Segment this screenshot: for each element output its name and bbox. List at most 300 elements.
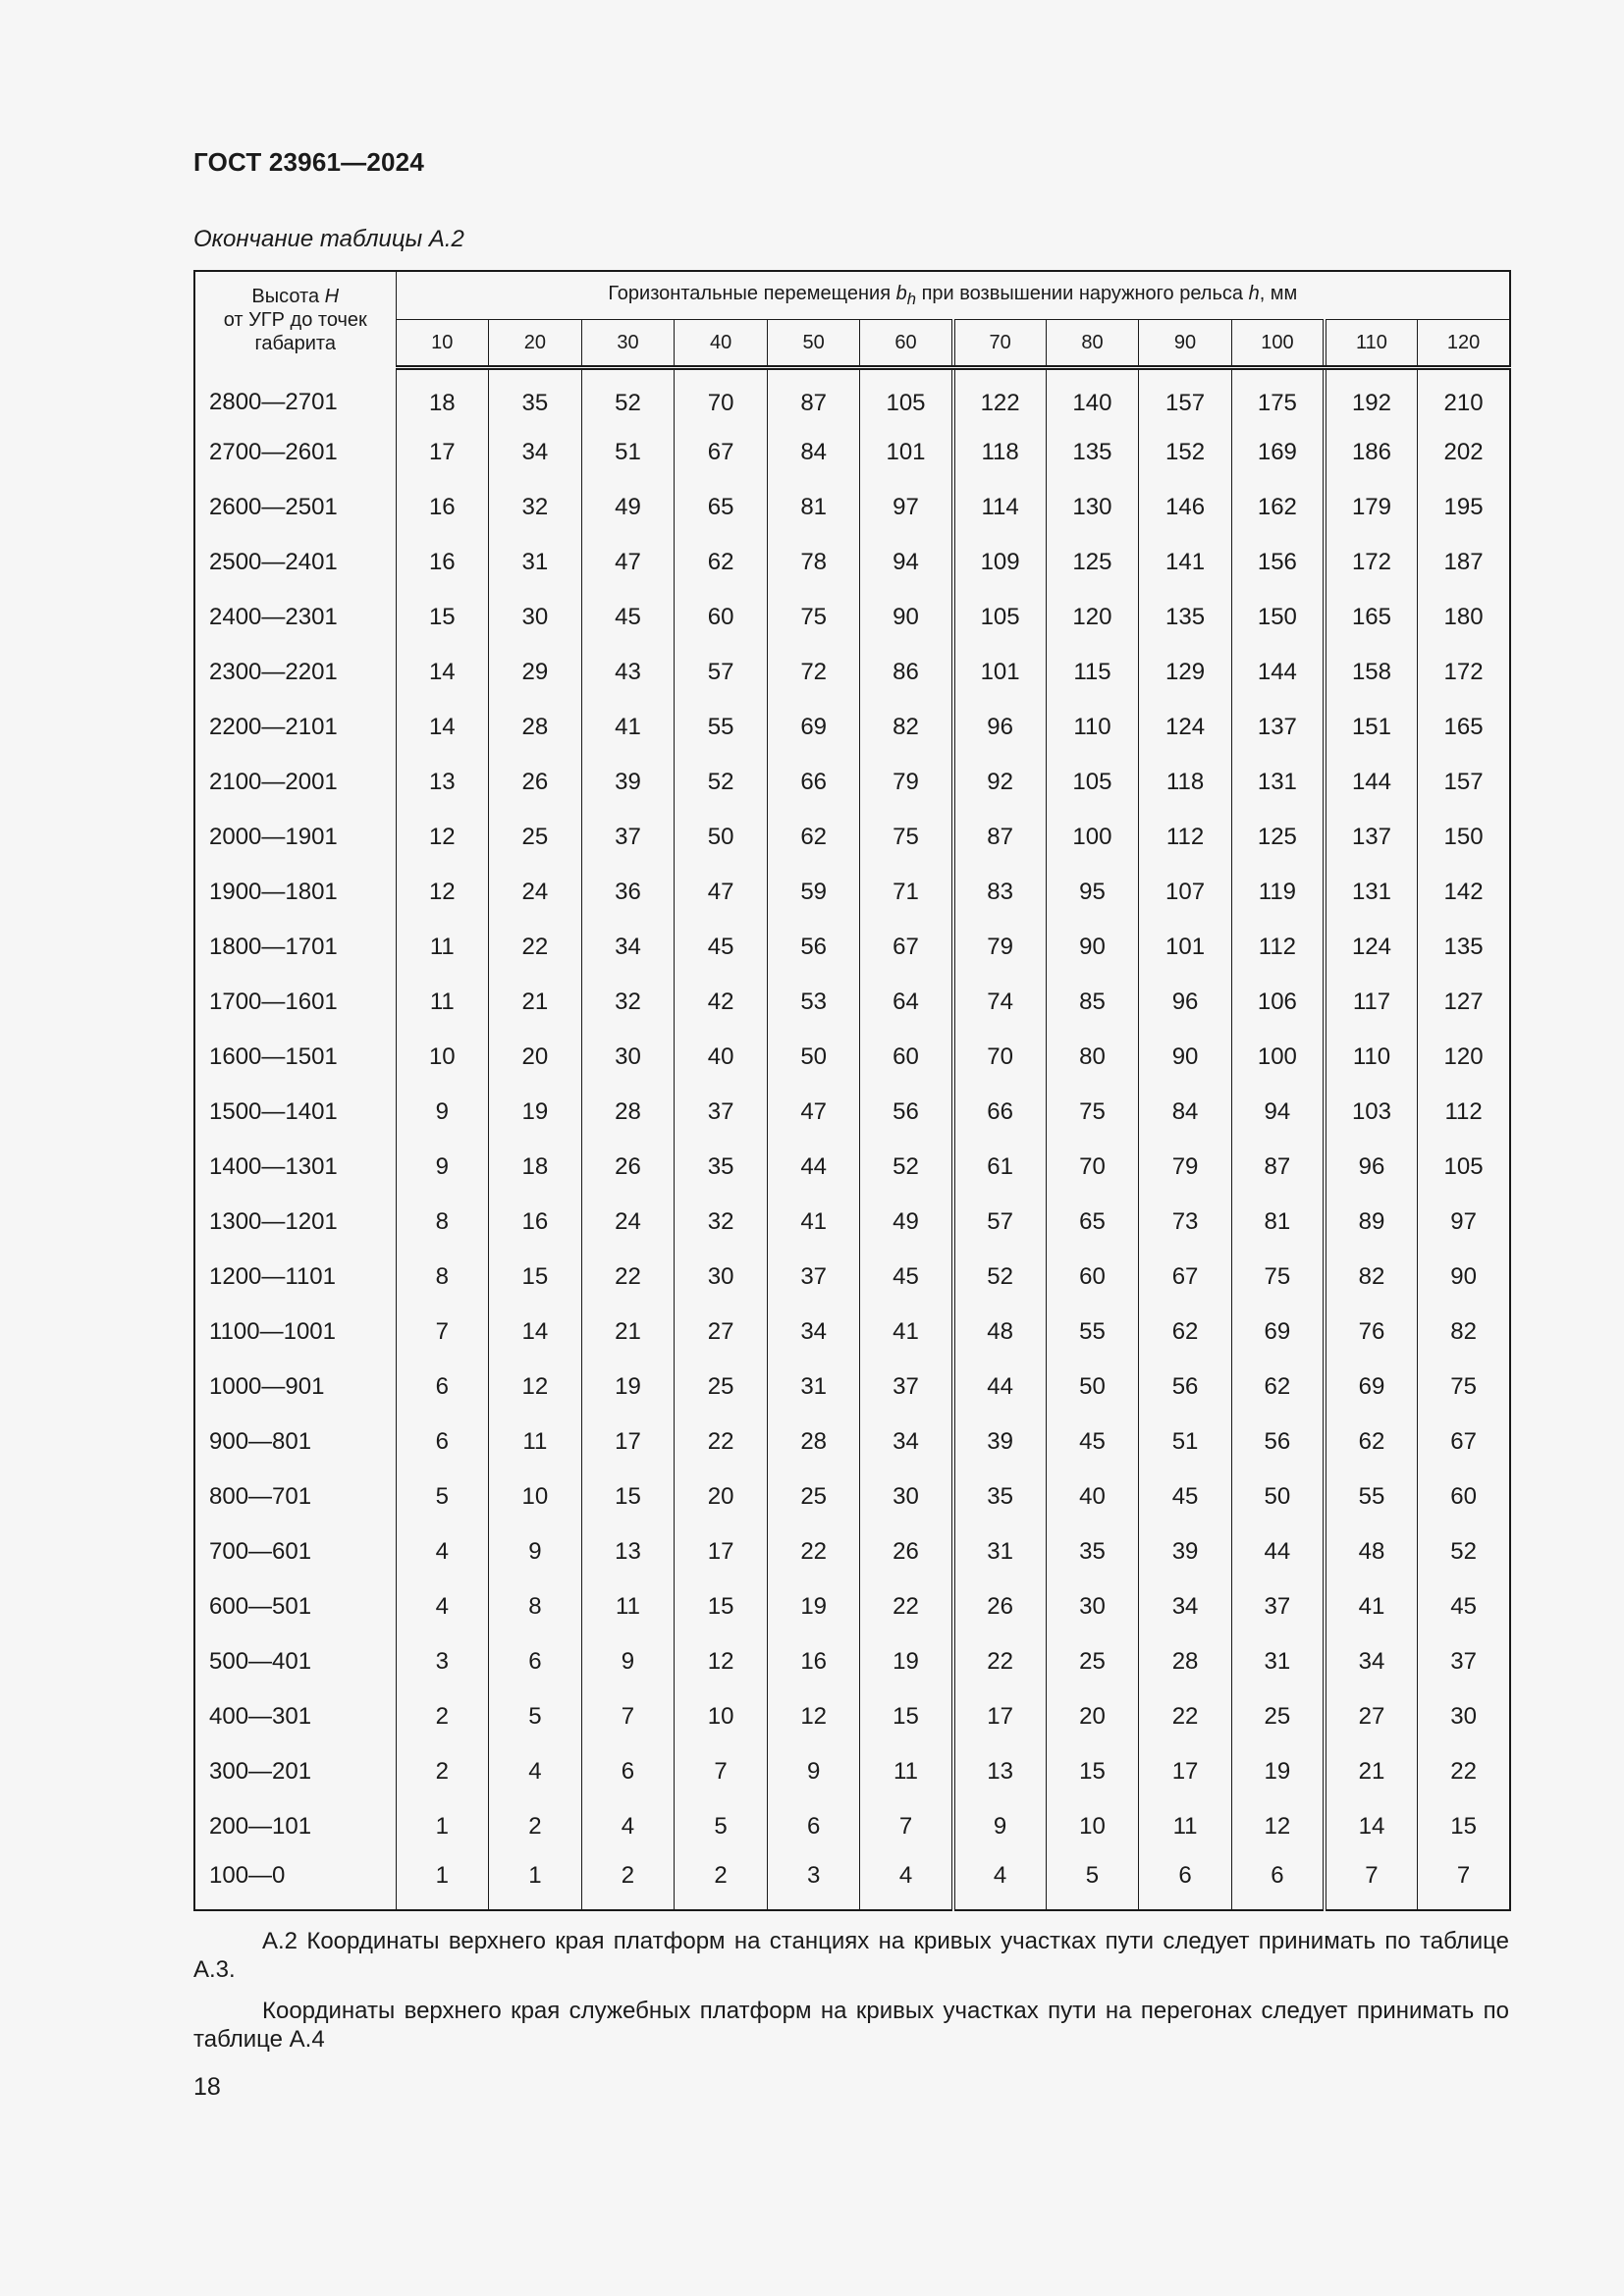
table-cell: 56 <box>860 1085 953 1140</box>
table-cell: 10 <box>396 1030 489 1085</box>
table-cell: 25 <box>489 810 582 865</box>
row-height-range: 1400—1301 <box>209 1153 338 1180</box>
table-cell: 7 <box>1325 1854 1418 1910</box>
table-cell: 187 <box>1418 535 1511 590</box>
table-cell: 96 <box>1325 1140 1418 1195</box>
table-cell: 56 <box>1231 1415 1325 1469</box>
table-cell: 4 <box>489 1744 582 1799</box>
table-cell: 5 <box>396 1469 489 1524</box>
table-body <box>194 368 1510 1911</box>
table-cell: 103 <box>1325 1085 1418 1140</box>
table-cell: 24 <box>581 1195 675 1250</box>
column-header-cell: 120 <box>1418 320 1511 368</box>
table-cell: 41 <box>1325 1579 1418 1634</box>
column-header-cell: 40 <box>675 320 768 368</box>
height-header-var: H <box>324 285 340 307</box>
table-cell: 87 <box>1231 1140 1325 1195</box>
table-cell: 105 <box>860 368 953 426</box>
table-cell: 52 <box>581 368 675 426</box>
table-cell: 8 <box>489 1579 582 1634</box>
column-header-cell: 90 <box>1139 320 1232 368</box>
table-cell: 60 <box>675 590 768 645</box>
table-cell: 67 <box>1418 1415 1511 1469</box>
table-cell: 158 <box>1325 645 1418 700</box>
table-cell: 2 <box>675 1854 768 1910</box>
table-cell: 17 <box>675 1524 768 1579</box>
table-cell: 39 <box>581 755 675 810</box>
table-cell: 157 <box>1418 755 1511 810</box>
table-cell: 34 <box>1139 1579 1232 1634</box>
table-cell: 4 <box>860 1854 953 1910</box>
table-cell: 4 <box>396 1579 489 1634</box>
row-height-range: 1800—1701 <box>209 934 338 960</box>
row-height-range: 2800—2701 <box>209 388 338 415</box>
table-cell: 24 <box>489 865 582 920</box>
row-height-range: 1900—1801 <box>209 879 338 905</box>
table-cell: 16 <box>396 535 489 590</box>
table-cell: 5 <box>1046 1854 1139 1910</box>
table-row <box>194 1854 1510 1910</box>
table-cell: 66 <box>953 1085 1047 1140</box>
table-cell: 1 <box>489 1854 582 1910</box>
table-row <box>194 1524 1510 1579</box>
table-cell: 45 <box>860 1250 953 1305</box>
table-cell: 22 <box>1418 1744 1511 1799</box>
table-row <box>194 590 1510 645</box>
height-header-text: Высота <box>251 285 325 307</box>
table-cell: 26 <box>581 1140 675 1195</box>
table-cell: 69 <box>1325 1360 1418 1415</box>
table-cell: 110 <box>1046 700 1139 755</box>
table-cell: 41 <box>767 1195 860 1250</box>
table-cell: 34 <box>1325 1634 1418 1689</box>
table-cell: 83 <box>953 865 1047 920</box>
table-cell: 17 <box>953 1689 1047 1744</box>
group-header-text-mid: при возвышении наружного рельса <box>916 282 1249 304</box>
table-cell: 30 <box>675 1250 768 1305</box>
table-cell: 15 <box>489 1250 582 1305</box>
table-cell: 112 <box>1231 920 1325 975</box>
table-row <box>194 1250 1510 1305</box>
table-cell: 30 <box>489 590 582 645</box>
table-cell: 5 <box>489 1689 582 1744</box>
table-cell: 66 <box>767 755 860 810</box>
column-header-cell: 110 <box>1325 320 1418 368</box>
table-cell: 87 <box>953 810 1047 865</box>
table-cell: 125 <box>1046 535 1139 590</box>
table-cell: 84 <box>1139 1085 1232 1140</box>
table-cell: 39 <box>953 1415 1047 1469</box>
table-cell: 124 <box>1139 700 1232 755</box>
table-cell: 106 <box>1231 975 1325 1030</box>
table-cell: 107 <box>1139 865 1232 920</box>
table-cell: 45 <box>1139 1469 1232 1524</box>
column-header-cell: 80 <box>1046 320 1139 368</box>
table-cell: 25 <box>1046 1634 1139 1689</box>
table-row <box>194 1634 1510 1689</box>
table-cell: 17 <box>1139 1744 1232 1799</box>
table-cell: 22 <box>1139 1689 1232 1744</box>
table-cell: 115 <box>1046 645 1139 700</box>
table-cell: 157 <box>1139 368 1232 426</box>
table-cell: 44 <box>1231 1524 1325 1579</box>
table-cell: 192 <box>1325 368 1418 426</box>
table-cell: 45 <box>581 590 675 645</box>
row-height-range: 200—101 <box>209 1813 312 1840</box>
table-cell: 3 <box>396 1634 489 1689</box>
table-row <box>194 1689 1510 1744</box>
table-cell: 22 <box>767 1524 860 1579</box>
table-cell: 39 <box>1139 1524 1232 1579</box>
table-cell: 75 <box>1418 1360 1511 1415</box>
table-cell: 87 <box>767 368 860 426</box>
table-cell: 55 <box>1325 1469 1418 1524</box>
table-cell: 75 <box>860 810 953 865</box>
table-cell: 101 <box>953 645 1047 700</box>
group-header-var-b: b <box>895 282 907 304</box>
table-cell: 2 <box>396 1689 489 1744</box>
table-cell: 73 <box>1139 1195 1232 1250</box>
table-cell: 7 <box>396 1305 489 1360</box>
table-cell: 11 <box>1139 1799 1232 1854</box>
table-cell: 135 <box>1139 590 1232 645</box>
table-cell: 21 <box>489 975 582 1030</box>
table-cell: 137 <box>1325 810 1418 865</box>
table-cell: 21 <box>1325 1744 1418 1799</box>
displacement-group-header <box>396 271 1510 320</box>
table-cell: 25 <box>767 1469 860 1524</box>
height-header-text-2: от УГР до точек <box>223 308 367 331</box>
table-cell: 94 <box>1231 1085 1325 1140</box>
table-cell: 60 <box>1418 1469 1511 1524</box>
row-height-range: 2200—2101 <box>209 714 338 740</box>
table-cell: 78 <box>767 535 860 590</box>
table-cell: 144 <box>1325 755 1418 810</box>
table-cell: 15 <box>860 1689 953 1744</box>
table-cell: 42 <box>675 975 768 1030</box>
table-cell: 1 <box>396 1799 489 1854</box>
table-cell: 37 <box>767 1250 860 1305</box>
table-cell: 14 <box>1325 1799 1418 1854</box>
footnote-a2: А.2 Координаты верхнего края платформ на станциях на кривых участках пути следует принимать по таблице А.3. <box>193 1928 1509 1983</box>
table-cell: 18 <box>489 1140 582 1195</box>
table-cell: 11 <box>396 920 489 975</box>
table-row <box>194 920 1510 975</box>
table-cell: 45 <box>1418 1579 1511 1634</box>
table-cell: 49 <box>860 1195 953 1250</box>
table-cell: 79 <box>1139 1140 1232 1195</box>
table-cell: 4 <box>953 1854 1047 1910</box>
table-cell: 12 <box>675 1634 768 1689</box>
table-cell: 50 <box>1046 1360 1139 1415</box>
table-cell: 94 <box>860 535 953 590</box>
table-row <box>194 645 1510 700</box>
table-cell: 101 <box>1139 920 1232 975</box>
table-cell: 61 <box>953 1140 1047 1195</box>
table-cell: 131 <box>1325 865 1418 920</box>
row-height-range: 600—501 <box>209 1593 312 1620</box>
table-cell: 60 <box>860 1030 953 1085</box>
row-height-range: 500—401 <box>209 1648 312 1675</box>
table-cell: 50 <box>1231 1469 1325 1524</box>
column-header-cell: 70 <box>953 320 1047 368</box>
row-height-range: 2100—2001 <box>209 769 338 795</box>
table-cell: 70 <box>675 368 768 426</box>
table-row <box>194 1744 1510 1799</box>
table-cell: 44 <box>767 1140 860 1195</box>
table-cell: 7 <box>675 1744 768 1799</box>
table-cell: 11 <box>489 1415 582 1469</box>
table-cell: 26 <box>860 1524 953 1579</box>
table-cell: 150 <box>1418 810 1511 865</box>
table-cell: 28 <box>489 700 582 755</box>
table-cell: 172 <box>1325 535 1418 590</box>
table-cell: 19 <box>767 1579 860 1634</box>
table-cell: 55 <box>675 700 768 755</box>
table-cell: 36 <box>581 865 675 920</box>
table-cell: 56 <box>767 920 860 975</box>
table-cell: 150 <box>1231 590 1325 645</box>
table-cell: 4 <box>396 1524 489 1579</box>
column-header-cell: 20 <box>489 320 582 368</box>
row-height-range: 2000—1901 <box>209 824 338 850</box>
table-cell: 75 <box>1231 1250 1325 1305</box>
table-cell: 8 <box>396 1250 489 1305</box>
table-row <box>194 480 1510 535</box>
table-cell: 53 <box>767 975 860 1030</box>
table-cell: 118 <box>953 425 1047 480</box>
table-cell: 16 <box>767 1634 860 1689</box>
table-cell: 210 <box>1418 368 1511 426</box>
table-cell: 26 <box>489 755 582 810</box>
table-cell: 31 <box>767 1360 860 1415</box>
table-cell: 59 <box>767 865 860 920</box>
table-cell: 34 <box>489 425 582 480</box>
table-cell: 47 <box>675 865 768 920</box>
table-cell: 151 <box>1325 700 1418 755</box>
row-height-range: 800—701 <box>209 1483 312 1510</box>
column-header-cell: 60 <box>860 320 953 368</box>
page-number: 18 <box>193 2073 221 2101</box>
table-cell: 15 <box>675 1579 768 1634</box>
table-cell: 37 <box>860 1360 953 1415</box>
table-cell: 10 <box>489 1469 582 1524</box>
table-cell: 5 <box>675 1799 768 1854</box>
row-height-range: 2500—2401 <box>209 549 338 575</box>
table-cell: 6 <box>1231 1854 1325 1910</box>
table-cell: 32 <box>581 975 675 1030</box>
table-row <box>194 1579 1510 1634</box>
table-cell: 62 <box>1325 1415 1418 1469</box>
table-cell: 51 <box>1139 1415 1232 1469</box>
table-cell: 81 <box>767 480 860 535</box>
table-cell: 79 <box>860 755 953 810</box>
table-cell: 162 <box>1231 480 1325 535</box>
data-table <box>193 270 1511 1911</box>
table-cell: 51 <box>581 425 675 480</box>
table-cell: 72 <box>767 645 860 700</box>
table-cell: 86 <box>860 645 953 700</box>
column-header-cell: 30 <box>581 320 675 368</box>
table-cell: 90 <box>1139 1030 1232 1085</box>
table-cell: 140 <box>1046 368 1139 426</box>
table-cell: 20 <box>489 1030 582 1085</box>
group-header-unit: , мм <box>1259 282 1298 304</box>
table-cell: 179 <box>1325 480 1418 535</box>
row-height-range: 2400—2301 <box>209 604 338 630</box>
table-cell: 69 <box>1231 1305 1325 1360</box>
table-cell: 8 <box>396 1195 489 1250</box>
table-row <box>194 865 1510 920</box>
table-cell: 117 <box>1325 975 1418 1030</box>
table-cell: 109 <box>953 535 1047 590</box>
table-cell: 74 <box>953 975 1047 1030</box>
table-cell: 195 <box>1418 480 1511 535</box>
group-header-var-h: h <box>1248 282 1260 304</box>
table-cell: 75 <box>1046 1085 1139 1140</box>
table-cell: 82 <box>1418 1305 1511 1360</box>
table-row <box>194 810 1510 865</box>
table-cell: 22 <box>581 1250 675 1305</box>
table-cell: 105 <box>1046 755 1139 810</box>
table-cell: 45 <box>1046 1415 1139 1469</box>
table-cell: 92 <box>953 755 1047 810</box>
table-cell: 35 <box>953 1469 1047 1524</box>
table-cell: 122 <box>953 368 1047 426</box>
table-cell: 118 <box>1139 755 1232 810</box>
table-cell: 110 <box>1325 1030 1418 1085</box>
table-cell: 32 <box>489 480 582 535</box>
table-cell: 135 <box>1418 920 1511 975</box>
table-cell: 11 <box>396 975 489 1030</box>
table-row <box>194 755 1510 810</box>
table-cell: 30 <box>1418 1689 1511 1744</box>
table-cell: 37 <box>581 810 675 865</box>
table-cell: 37 <box>1231 1579 1325 1634</box>
table-cell: 64 <box>860 975 953 1030</box>
table-cell: 4 <box>581 1799 675 1854</box>
height-column-header <box>194 271 396 368</box>
table-cell: 100 <box>1231 1030 1325 1085</box>
table-cell: 22 <box>675 1415 768 1469</box>
table-cell: 129 <box>1139 645 1232 700</box>
row-height-range: 2300—2201 <box>209 659 338 685</box>
table-cell: 11 <box>581 1579 675 1634</box>
table-cell: 19 <box>860 1634 953 1689</box>
table-cell: 13 <box>953 1744 1047 1799</box>
table-cell: 12 <box>396 810 489 865</box>
row-height-range: 2700—2601 <box>209 439 338 465</box>
table-cell: 97 <box>860 480 953 535</box>
table-cell: 6 <box>489 1634 582 1689</box>
table-cell: 15 <box>396 590 489 645</box>
table-cell: 112 <box>1418 1085 1511 1140</box>
table-cell: 27 <box>675 1305 768 1360</box>
table-cell: 62 <box>767 810 860 865</box>
table-cell: 71 <box>860 865 953 920</box>
table-cell: 119 <box>1231 865 1325 920</box>
table-cell: 202 <box>1418 425 1511 480</box>
table-cell: 175 <box>1231 368 1325 426</box>
table-cell: 35 <box>489 368 582 426</box>
table-cell: 65 <box>675 480 768 535</box>
table-cell: 37 <box>1418 1634 1511 1689</box>
table-cell: 7 <box>860 1799 953 1854</box>
table-cell: 105 <box>953 590 1047 645</box>
table-cell: 60 <box>1046 1250 1139 1305</box>
row-height-range: 1000—901 <box>209 1373 325 1400</box>
table-cell: 76 <box>1325 1305 1418 1360</box>
table-cell: 20 <box>1046 1689 1139 1744</box>
table-cell: 30 <box>581 1030 675 1085</box>
table-row <box>194 1305 1510 1360</box>
row-height-range: 1600—1501 <box>209 1043 338 1070</box>
table-row <box>194 1030 1510 1085</box>
table-cell: 15 <box>1418 1799 1511 1854</box>
table-cell: 67 <box>675 425 768 480</box>
table-cell: 9 <box>953 1799 1047 1854</box>
table-cell: 125 <box>1231 810 1325 865</box>
table-cell: 50 <box>767 1030 860 1085</box>
table-cell: 52 <box>1418 1524 1511 1579</box>
table-cell: 32 <box>675 1195 768 1250</box>
table-cell: 31 <box>489 535 582 590</box>
row-height-range: 900—801 <box>209 1428 312 1455</box>
table-cell: 120 <box>1418 1030 1511 1085</box>
table-cell: 17 <box>396 425 489 480</box>
table-cell: 21 <box>581 1305 675 1360</box>
table-row <box>194 700 1510 755</box>
table-cell: 11 <box>860 1744 953 1799</box>
table-cell: 19 <box>489 1085 582 1140</box>
group-header-text: Горизонтальные перемещения <box>608 282 896 304</box>
table-cell: 52 <box>953 1250 1047 1305</box>
table-cell: 101 <box>860 425 953 480</box>
height-header-text-3: габарита <box>254 332 336 354</box>
table-cell: 22 <box>489 920 582 975</box>
row-height-range: 1500—1401 <box>209 1098 338 1125</box>
table-cell: 75 <box>767 590 860 645</box>
table-cell: 45 <box>675 920 768 975</box>
table-cell: 120 <box>1046 590 1139 645</box>
table-cell: 12 <box>489 1360 582 1415</box>
table-cell: 141 <box>1139 535 1232 590</box>
row-height-range: 700—601 <box>209 1538 312 1565</box>
table-cell: 84 <box>767 425 860 480</box>
table-cell: 25 <box>1231 1689 1325 1744</box>
table-cell: 142 <box>1418 865 1511 920</box>
table-row <box>194 1799 1510 1854</box>
table-caption: Окончание таблицы А.2 <box>193 226 464 252</box>
table-cell: 52 <box>675 755 768 810</box>
row-height-range: 100—0 <box>209 1862 286 1889</box>
table-cell: 14 <box>396 645 489 700</box>
table-row <box>194 368 1510 426</box>
table-cell: 80 <box>1046 1030 1139 1085</box>
table-cell: 48 <box>1325 1524 1418 1579</box>
table-cell: 62 <box>1139 1305 1232 1360</box>
table-cell: 28 <box>581 1085 675 1140</box>
row-height-range: 1100—1001 <box>209 1318 336 1345</box>
table-cell: 186 <box>1325 425 1418 480</box>
table-row <box>194 1140 1510 1195</box>
table-cell: 96 <box>1139 975 1232 1030</box>
table-cell: 130 <box>1046 480 1139 535</box>
table-cell: 57 <box>675 645 768 700</box>
table-cell: 40 <box>1046 1469 1139 1524</box>
table-cell: 15 <box>581 1469 675 1524</box>
table-cell: 55 <box>1046 1305 1139 1360</box>
